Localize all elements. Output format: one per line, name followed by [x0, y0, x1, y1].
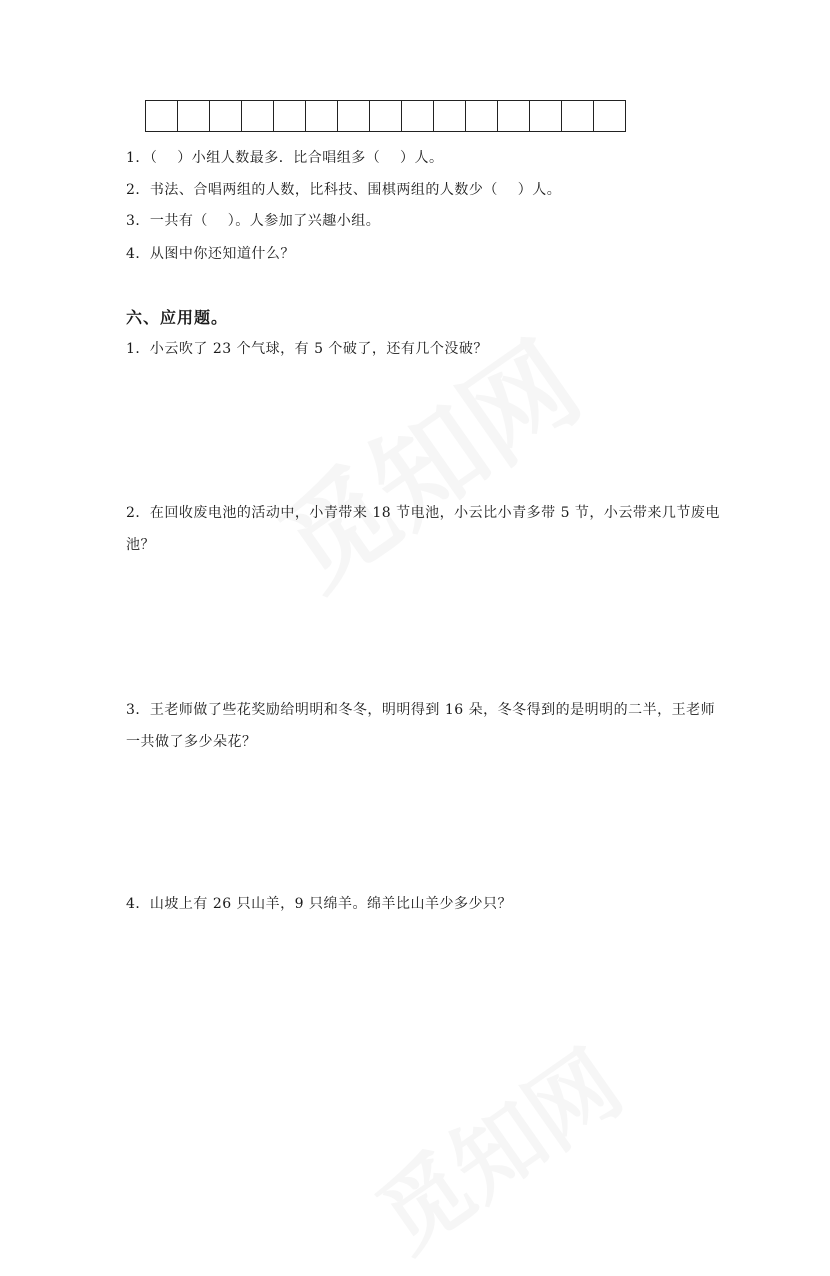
grid-cell [306, 100, 338, 132]
grid-cell [530, 100, 562, 132]
watermark-bottom [347, 1014, 643, 1275]
grid-cell [562, 100, 594, 132]
question-3: 3．一共有（ ）。人参加了兴趣小组。 [126, 213, 381, 229]
grid-cell [466, 100, 498, 132]
grid-cell [146, 100, 178, 132]
problem-3-line-1: 3．王老师做了些花奖励给明明和冬冬，明明得到 16 朵，冬冬得到的是明明的二半，王老师 [126, 702, 716, 718]
grid-cell [370, 100, 402, 132]
grid-cell [594, 100, 626, 132]
grid-cell [274, 100, 306, 132]
question-2: 2．书法、合唱两组的人数，比科技、围棋两组的人数少（ ）人。 [126, 182, 562, 198]
grid-cell [178, 100, 210, 132]
question-4: 4．从图中你还知道什么？ [126, 246, 295, 262]
problem-3-line-2: 一共做了多少朵花？ [126, 734, 257, 750]
problem-2-line-1: 2．在回收废电池的活动中，小青带来 18 节电池，小云比小青多带 5 节，小云带来几节废电 [126, 505, 720, 521]
answer-grid [145, 100, 626, 132]
problem-4-line-1: 4．山坡上有 26 只山羊，9 只绵羊。绵羊比山羊少多少只？ [126, 896, 512, 912]
problem-1-line-1: 1．小云吹了 23 个气球，有 5 个破了，还有几个没破？ [126, 341, 488, 357]
grid-cell [210, 100, 242, 132]
grid-cell [242, 100, 274, 132]
grid-cell [434, 100, 466, 132]
grid-cell [402, 100, 434, 132]
question-1: 1．（ ）小组人数最多．比合唱组多（ ）人。 [126, 150, 444, 166]
section-title: 六、应用题。 [126, 308, 229, 327]
grid-cell [498, 100, 530, 132]
problem-2-line-2: 池？ [126, 537, 155, 553]
grid-cell [338, 100, 370, 132]
